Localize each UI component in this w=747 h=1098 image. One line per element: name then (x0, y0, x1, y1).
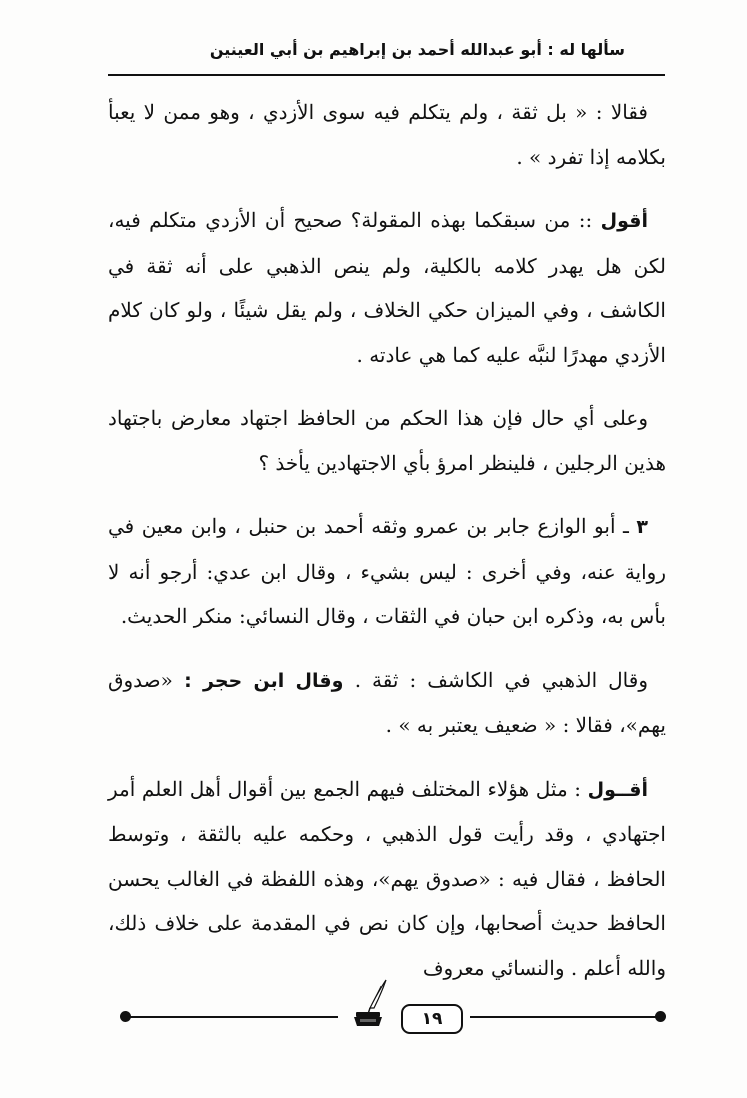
paragraph-5-text: وقال الذهبي في الكاشف : ثقة . (354, 667, 648, 692)
paragraph-2-text: :: من سبقكما بهذه المقولة؟ صحيح أن الأزدي متكلم فيه، لكن هل يهدر كلامه بالكلية، ولم ينص الذهبي على أنه ثقة في الكاشف ، وفي الميزان حكي الخلاف ، ولم يقل شيئًا ، ولو كان كلام الأزدي مهدرًا لنبَّه عليه كما هي عادته . (108, 208, 666, 367)
paragraph-6-lead: أقــول (587, 778, 648, 801)
paragraph-6-text: : مثل هؤلاء المختلف فيهم الجمع بين أقوال أهل العلم أمر اجتهادي ، وقد رأيت قول الذهبي ، وحكمه عليه بالثقة ، وتوسط الحافظ ، فقال فيه : «صدوق يهم»، وهذه اللفظة في الغالب يحسن الحافظ حديث أصحابها، وإن كان نص في المقدمة على خلاف ذلك، والله أعلم . والنسائي معروف (108, 776, 666, 980)
paragraph-4-text: ـ أبو الوازع جابر بن عمرو وثقه أحمد بن حنبل ، وابن معين في رواية عنه، وفي أخرى : ليس بشيء ، وقال ابن عدي: أرجو أنه لا بأس به، وذكره ابن حبان في الثقات ، وقال النسائي: منكر الحديث. (108, 514, 666, 628)
footer-dot-right (655, 1011, 666, 1022)
page-number: ١٩ (401, 1004, 463, 1034)
paragraph-3-text: وعلى أي حال فإن هذا الحكم من الحافظ اجتهاد معارض باجتهاد هذين الرجلين ، فلينظر امرؤ بأي الاجتهادين يأخذ ؟ (108, 406, 666, 475)
header-rule (108, 74, 665, 76)
paragraph-2 (108, 198, 666, 377)
paragraph-3 (108, 396, 666, 485)
paragraph-5-text-after: «صدوق يهم»، فقالا : « ضعيف يعتبر به » . (108, 667, 666, 737)
body-text (108, 90, 666, 1009)
paragraph-4 (108, 504, 666, 639)
paragraph-1-text: فقالا : « بل ثقة ، ولم يتكلم فيه سوى الأزدي ، وهو ممن لا يعبأ بكلامه إذا تفرد » . (108, 100, 666, 169)
paragraph-5 (108, 658, 666, 748)
paragraph-5-bold: وقال ابن حجر : (172, 669, 355, 692)
inkwell-icon (348, 978, 388, 1028)
running-head: سألها له : أبو عبدالله أحمد بن إبراهيم بن أبي العينين (209, 40, 625, 59)
paragraph-1 (108, 90, 666, 179)
footer-rule-right (470, 1016, 658, 1018)
footer-rule-left (126, 1016, 338, 1018)
paragraph-4-lead: ٣ (636, 516, 648, 538)
paragraph-2-lead: أقول (600, 210, 648, 232)
paragraph-6 (108, 767, 666, 991)
